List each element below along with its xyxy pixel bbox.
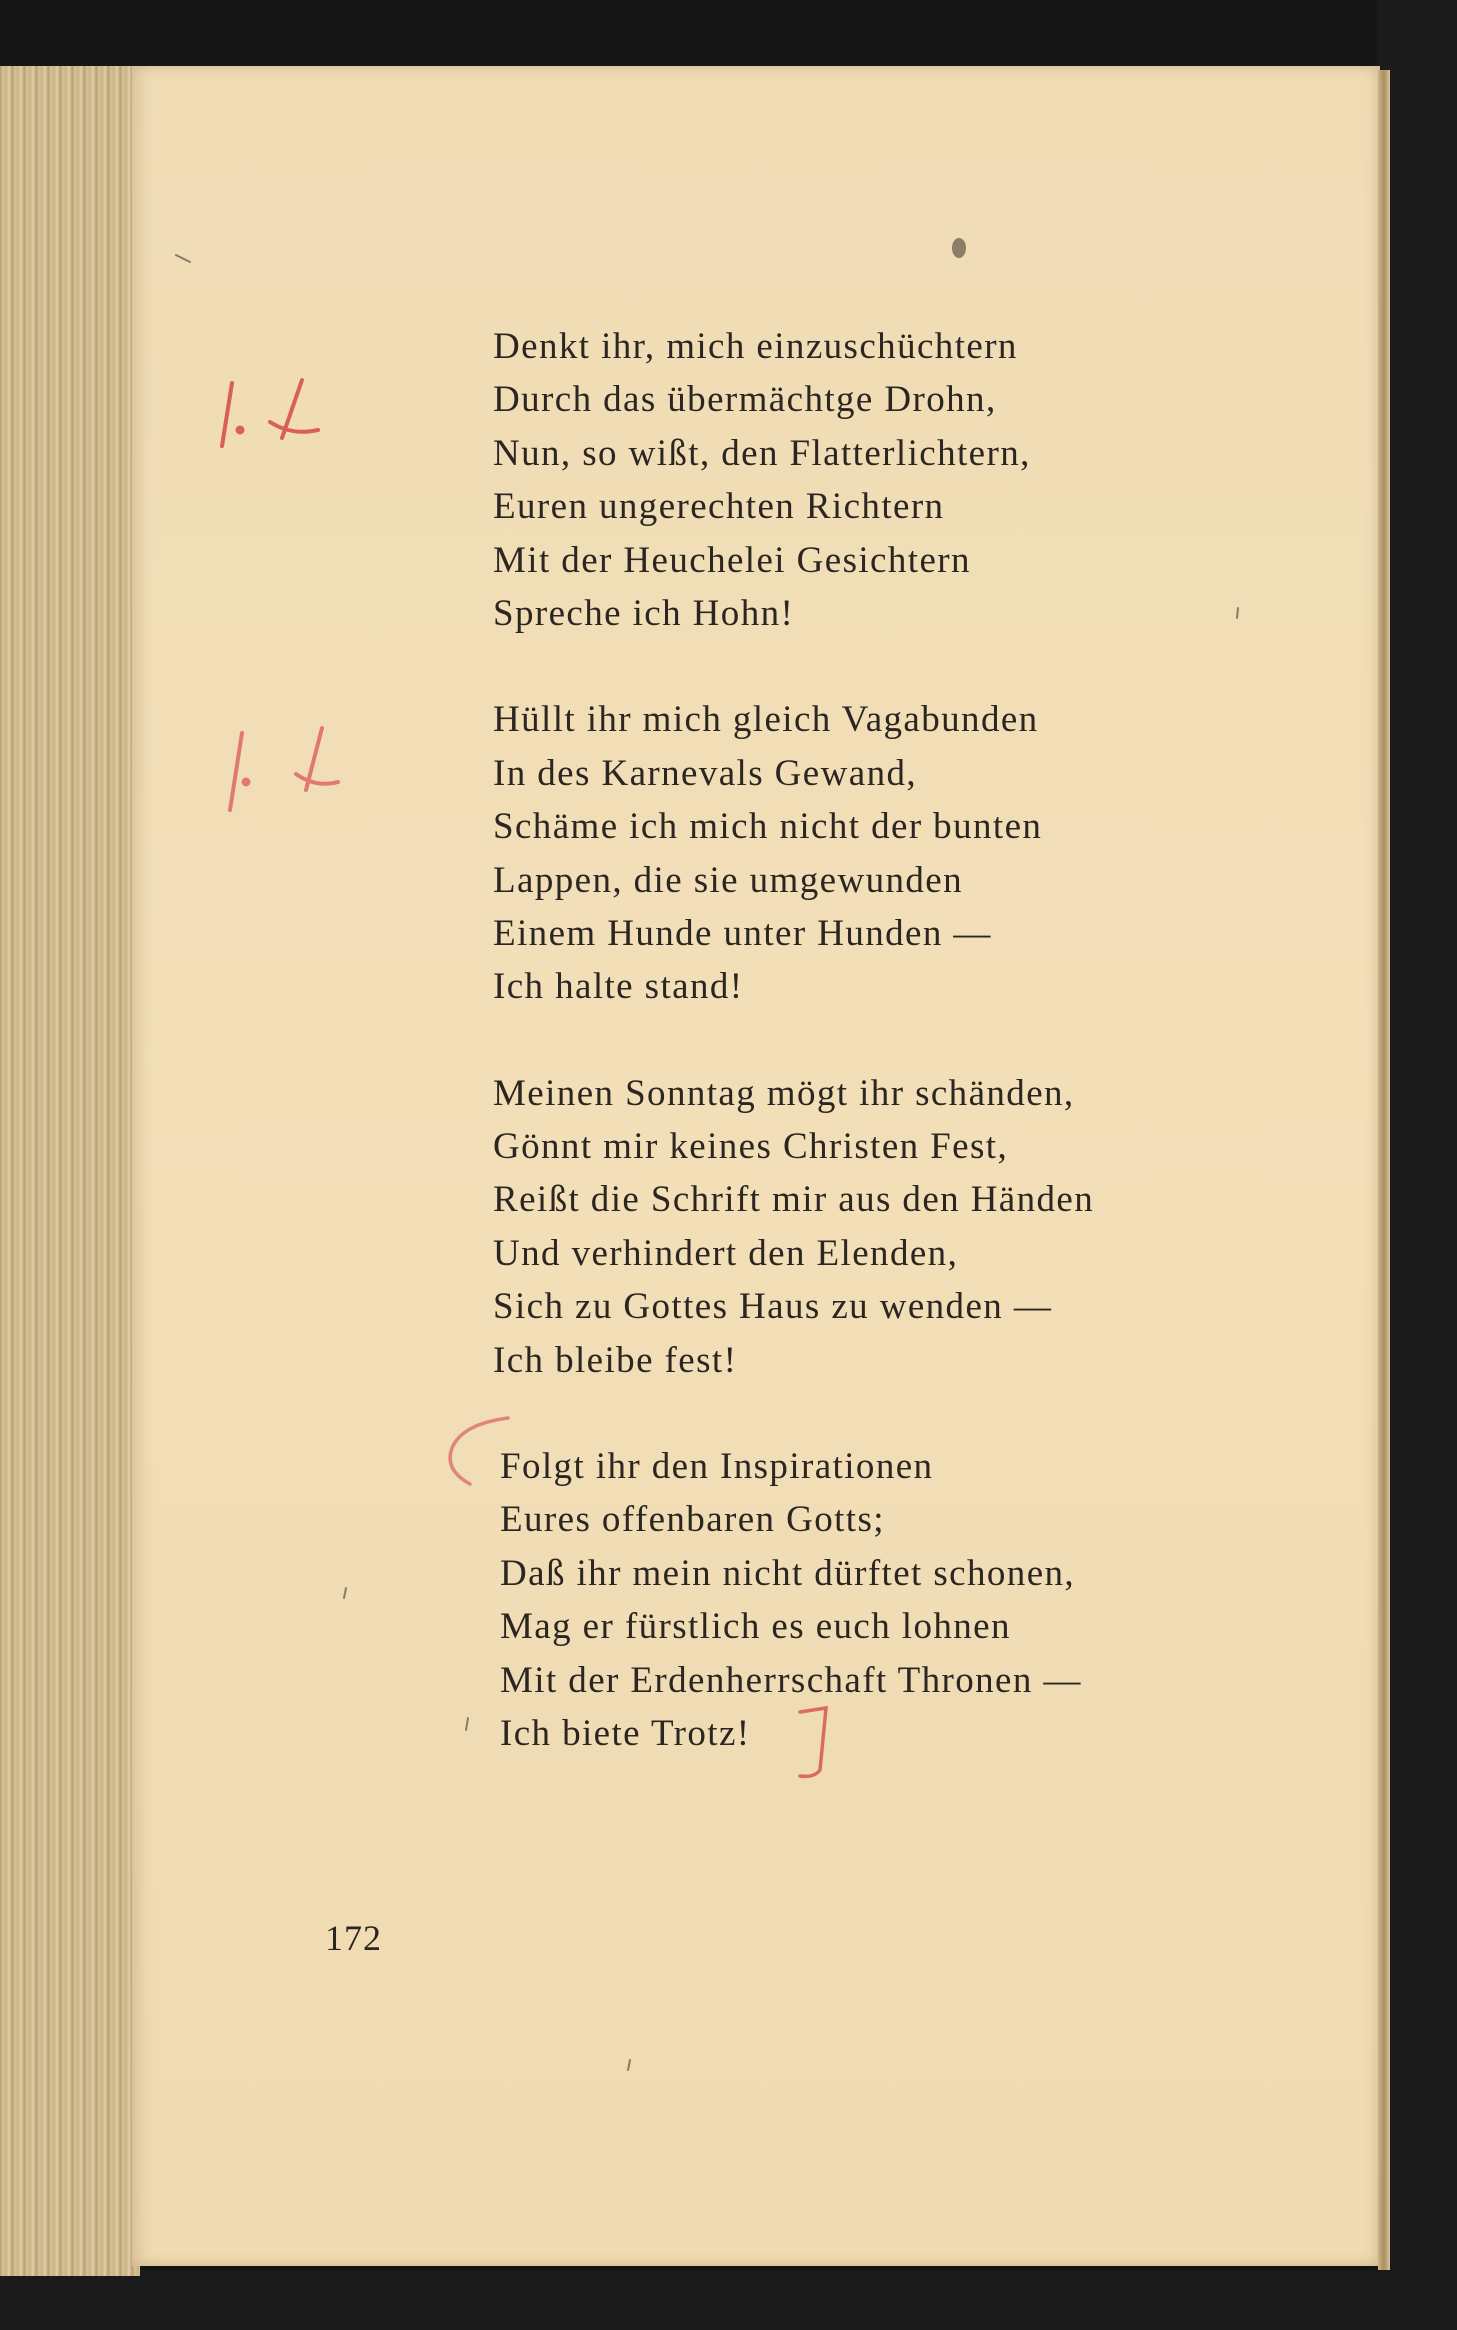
poem-line: Schäme ich mich nicht der bunten: [493, 806, 1043, 848]
book-gutter-edge: [1378, 70, 1390, 2270]
poem-line: In des Karnevals Gewand,: [493, 752, 918, 794]
page-number: 172: [325, 1918, 382, 1958]
poem-line: Ich halte stand!: [493, 966, 744, 1008]
poem-line: Mag er fürstlich es euch lohnen: [500, 1606, 1011, 1648]
poem: [493, 320, 1363, 1813]
poem-line: Meinen Sonntag mögt ihr schänden,: [493, 1072, 1075, 1114]
poem-line: Einem Hunde unter Hunden —: [493, 912, 992, 954]
stanza-1: [493, 320, 1363, 640]
poem-line: Lappen, die sie umgewunden: [493, 859, 963, 901]
poem-line: Mit der Erdenherrschaft Thronen —: [500, 1659, 1082, 1701]
stanza-3: [493, 1067, 1363, 1387]
poem-line: Mit der Heuchelei Gesichtern: [493, 539, 971, 581]
poem-line: Reißt die Schrift mir aus den Händen: [493, 1179, 1095, 1221]
scan-background-bottom: [0, 2270, 1457, 2330]
poem-line: Hüllt ihr mich gleich Vagabunden: [493, 699, 1039, 741]
poem-line: Ich bleibe fest!: [493, 1339, 738, 1381]
poem-line: Daß ihr mein nicht dürftet schonen,: [500, 1552, 1076, 1594]
book-page-edges: [0, 66, 140, 2276]
poem-line: Nun, so wißt, den Flatterlichtern,: [493, 432, 1031, 474]
poem-line: Ich biete Trotz!: [500, 1712, 751, 1754]
stanza-4: [493, 1440, 1363, 1760]
poem-line: Und verhindert den Elenden,: [493, 1232, 959, 1274]
scan-background-top: [0, 0, 1457, 70]
stanza-2: [493, 693, 1363, 1013]
poem-line: Gönnt mir keines Christen Fest,: [493, 1126, 1009, 1168]
poem-line: Euren ungerechten Richtern: [493, 486, 945, 528]
poem-line: Durch das übermächtge Drohn,: [493, 379, 997, 421]
poem-line: Spreche ich Hohn!: [493, 592, 795, 634]
poem-line: Eures offenbaren Gotts;: [500, 1499, 885, 1541]
poem-line: Denkt ihr, mich einzuschüchtern: [493, 326, 1018, 367]
poem-line: Sich zu Gottes Haus zu wenden —: [493, 1286, 1053, 1328]
poem-line: Folgt ihr den Inspirationen: [500, 1446, 934, 1488]
ornament-dot: [952, 238, 966, 258]
